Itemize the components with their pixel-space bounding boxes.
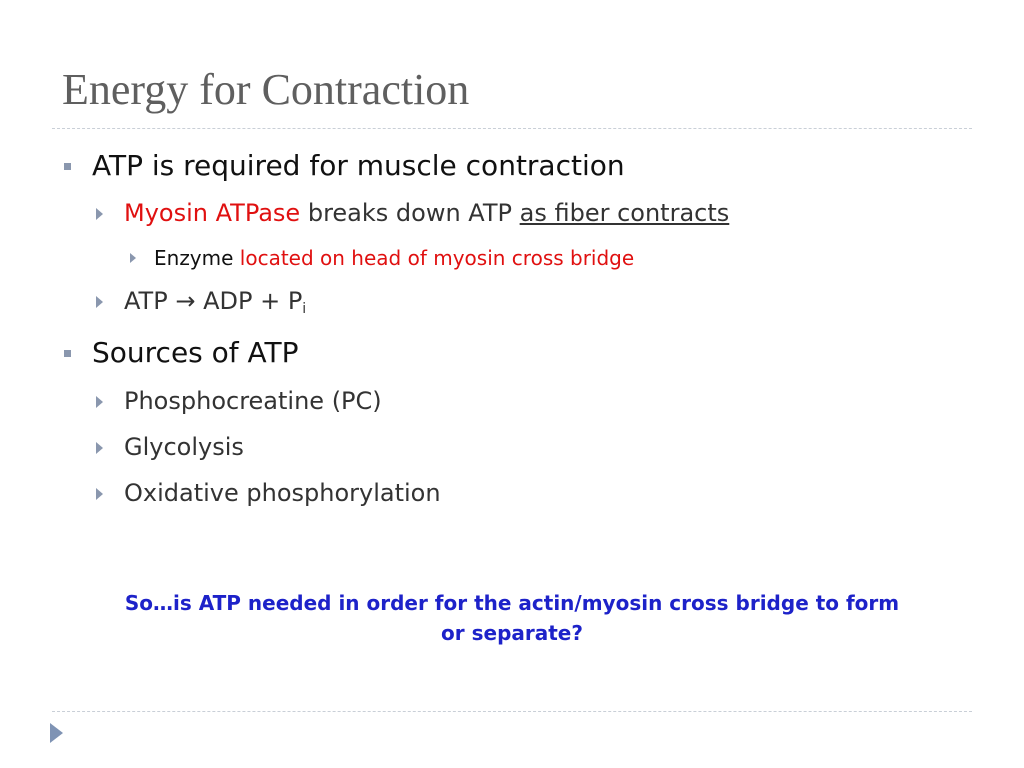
enzyme-label: Enzyme: [154, 246, 234, 270]
reaction-arrow: →: [175, 287, 196, 315]
question-line-2: or separate?: [441, 621, 583, 645]
atp-reactant: ATP: [124, 287, 168, 315]
breaks-down-text: breaks down ATP: [307, 199, 512, 227]
bullet-atp-reaction: [124, 289, 306, 316]
bullet-myosin-atpase: [124, 201, 729, 225]
triangle-bullet-icon: [130, 253, 136, 263]
enzyme-location-text: located on head of myosin cross bridge: [239, 246, 635, 270]
square-bullet-icon: [64, 350, 71, 357]
bullet-glycolysis: Glycolysis: [124, 433, 244, 461]
phosphate-subscript: i: [302, 301, 307, 317]
bullet-sources-of-atp: Sources of ATP: [92, 336, 299, 369]
triangle-bullet-icon: [96, 396, 103, 408]
triangle-bullet-icon: [96, 208, 103, 220]
triangle-bullet-icon: [96, 488, 103, 500]
slide-title: Energy for Contraction: [62, 65, 470, 114]
next-slide-arrow-icon[interactable]: [50, 723, 63, 743]
triangle-bullet-icon: [96, 442, 103, 454]
discussion-question: [92, 588, 932, 648]
footer-divider: [52, 711, 972, 712]
myosin-atpase-term: Myosin ATPase: [124, 199, 301, 227]
as-fiber-contracts-text: as fiber contracts: [519, 199, 730, 227]
question-line-1: So…is ATP needed in order for the actin/myosin cross bridge to form: [124, 591, 900, 615]
bullet-enzyme: [154, 248, 634, 268]
square-bullet-icon: [64, 163, 71, 170]
triangle-bullet-icon: [96, 296, 103, 308]
bullet-phosphocreatine: Phosphocreatine (PC): [124, 387, 382, 415]
bullet-atp-required: ATP is required for muscle contraction: [92, 149, 625, 182]
adp-products: ADP + P: [203, 287, 303, 315]
bullet-oxidative-phosphorylation: Oxidative phosphorylation: [124, 479, 441, 507]
